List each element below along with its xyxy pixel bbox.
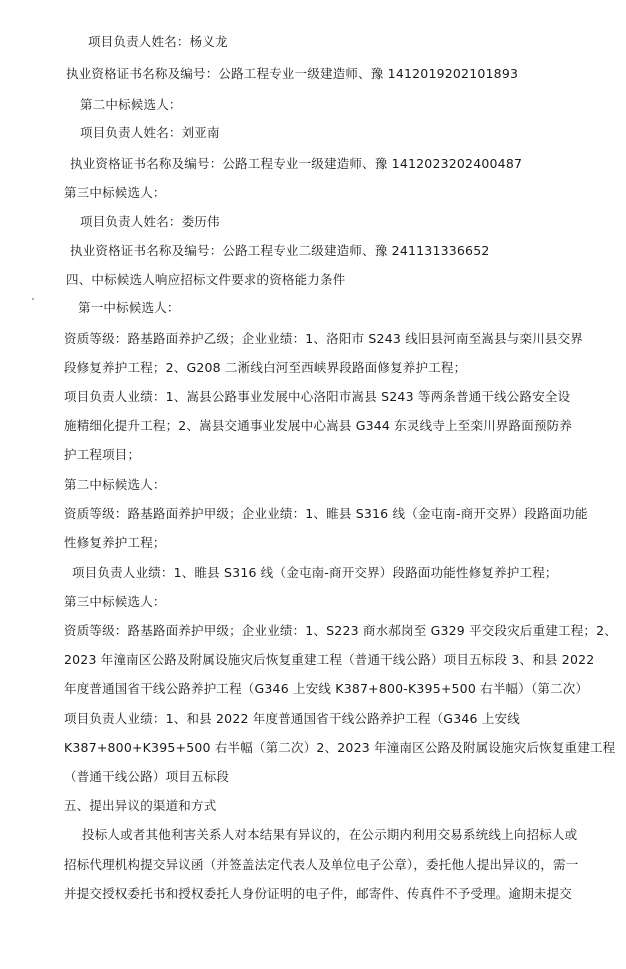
text-line: 第二中标候选人： <box>64 477 166 492</box>
text-line: 项目负责人业绩：1、嵩县公路事业发展中心洛阳市嵩县 S243 等两条普通干线公路安全设 <box>64 389 571 404</box>
section-heading: 四、中标候选人响应招标文件要求的资格能力条件 <box>66 272 346 287</box>
text-line: 招标代理机构提交异议函（并签盖法定代表人及单位电子公章），委托他人提出异议的，需一 <box>64 857 579 872</box>
text-line: 项目负责人业绩：1、睢县 S316 线（金屯南-商开交界）段路面功能性修复养护工程； <box>72 565 558 580</box>
text-line: 资质等级：路基路面养护甲级；企业业绩：1、睢县 S316 线（金屯南-商开交界）段路面功能 <box>64 506 588 521</box>
text-line: 投标人或者其他利害关系人对本结果有异议的，在公示期内利用交易系统线上向招标人或 <box>82 827 578 842</box>
text-line: 资质等级：路基路面养护乙级；企业业绩：1、洛阳市 S243 线旧县河南至嵩县与栾川县交界 <box>64 331 583 346</box>
text-line: 2023 年潼南区公路及附属设施灾后恢复重建工程（普通干线公路）项目五标段 3、和县 2022 <box>64 652 595 667</box>
text-line: 项目负责人姓名：刘亚南 <box>80 125 220 140</box>
scan-speck <box>32 298 34 300</box>
text-line: 施精细化提升工程；2、嵩县交通事业发展中心嵩县 G344 东灵线寺上至栾川界路面预防养 <box>64 418 573 433</box>
text-line: 第一中标候选人： <box>78 300 180 315</box>
text-line: 项目负责人姓名：娄历伟 <box>80 214 220 229</box>
section-heading: 五、提出异议的渠道和方式 <box>64 798 217 813</box>
text-line: 段修复养护工程；2、G208 二淅线白河至西峡界段路面修复养护工程； <box>64 360 467 375</box>
text-line: 第三中标候选人： <box>64 594 166 609</box>
text-line: 资质等级：路基路面养护甲级；企业业绩：1、S223 商水郝岗至 G329 平交段灾后重建工程；2、 <box>64 623 617 638</box>
text-line: 性修复养护工程； <box>64 535 166 550</box>
text-line: 护工程项目； <box>64 447 141 462</box>
text-line: 项目负责人姓名：杨义龙 <box>88 34 228 49</box>
text-line: 年度普通国省干线公路养护工程（G346 上安线 K387+800-K395+500 右半幅）（第二次） <box>64 681 589 696</box>
text-line: K387+800+K395+500 右半幅（第二次）2、2023 年潼南区公路及附属设施灾后恢复重建工程 <box>64 740 616 755</box>
text-line: （普通干线公路）项目五标段 <box>64 769 230 784</box>
text-line: 并提交授权委托书和授权委托人身份证明的电子件，邮寄件、传真件不予受理。逾期未提交 <box>64 886 573 901</box>
text-line: 执业资格证书名称及编号：公路工程专业二级建造师、豫 241131336652 <box>70 243 490 258</box>
text-line: 第三中标候选人： <box>64 185 166 200</box>
text-line: 执业资格证书名称及编号：公路工程专业一级建造师、豫 1412019202101893 <box>66 66 519 81</box>
text-line: 执业资格证书名称及编号：公路工程专业一级建造师、豫 1412023202400487 <box>70 156 523 171</box>
text-line: 第二中标候选人： <box>80 97 182 112</box>
text-line: 项目负责人业绩：1、和县 2022 年度普通国省干线公路养护工程（G346 上安线 <box>64 711 520 726</box>
